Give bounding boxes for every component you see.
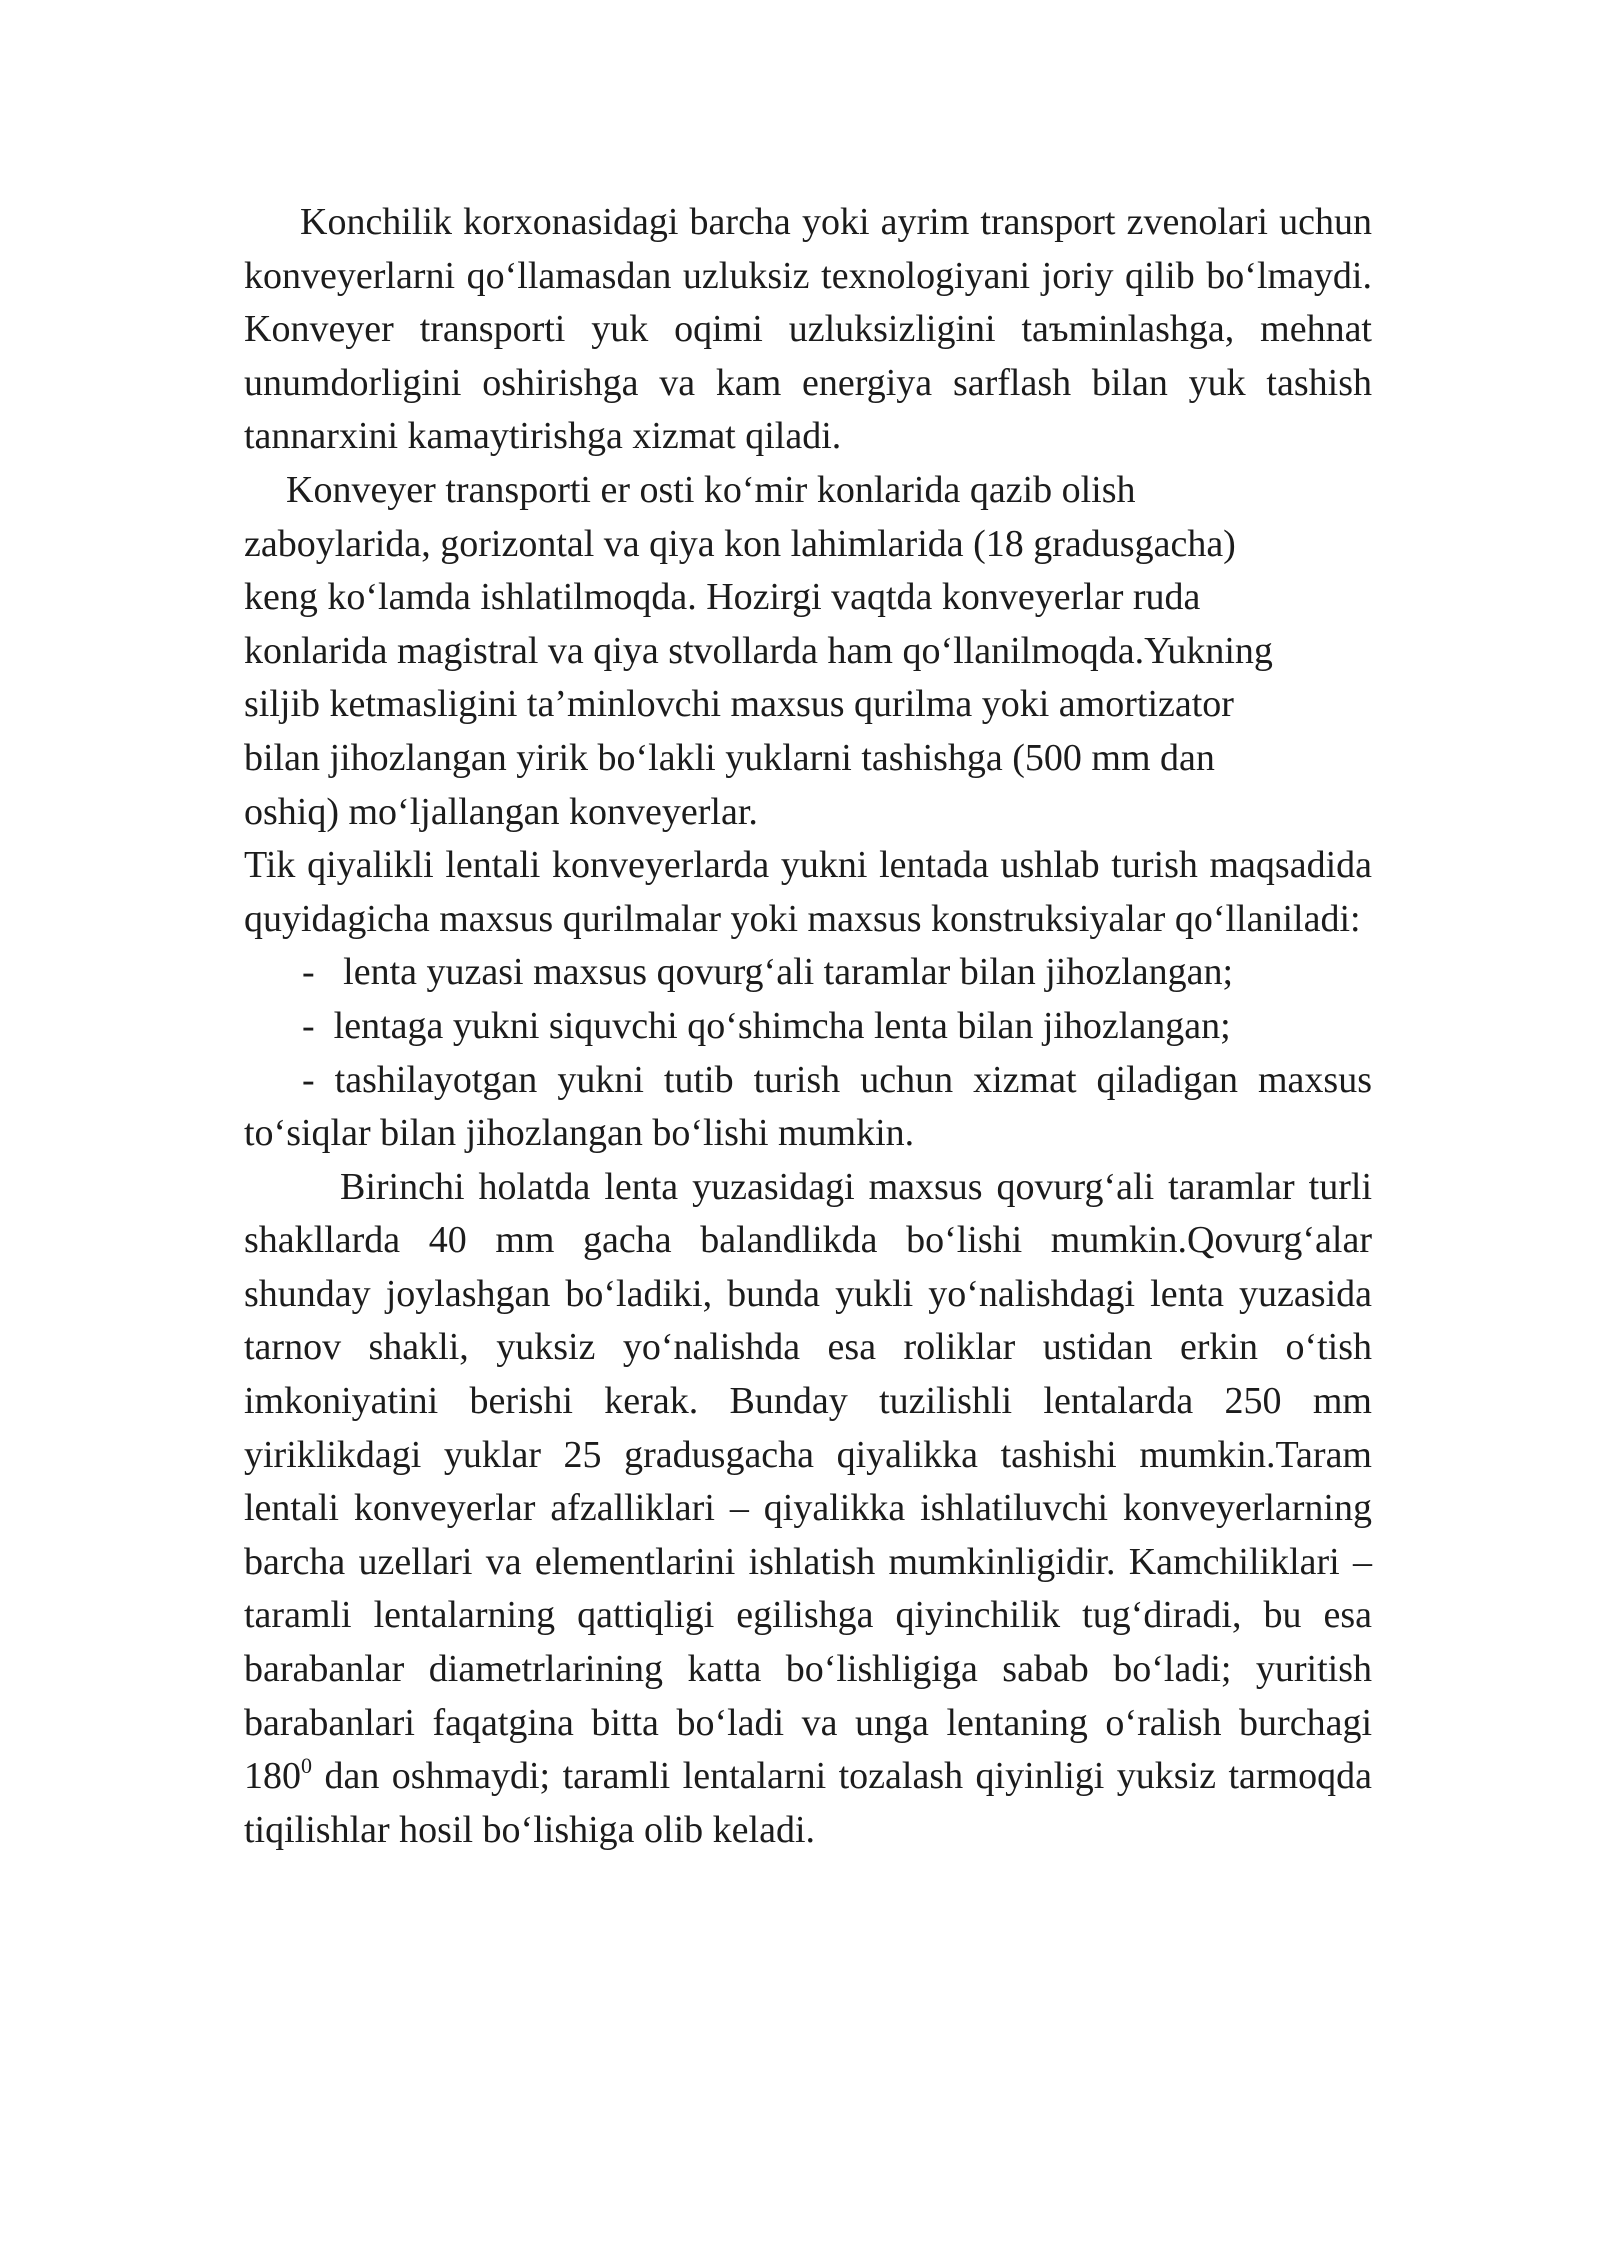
paragraph-1: Konchilik korxonasidagi barcha yoki ayrim transport zvenolari uchun konveyerlarni qo‘llamasdan uzluksiz texnologiyani joriy qilib bo‘lmaydi. Konveyer transporti yuk oqimi uzluksizligini taъminlashga, mehnat unumdorligini oshirishga va kam energiya sarflash bilan yuk tashish tannarxini kamaytirishga xizmat qiladi. — [244, 201, 1372, 458]
paragraph-2-line: zaboylarida, gorizontal va qiya kon lahimlarida (18 gradusgacha) — [244, 522, 1236, 565]
paragraph-2-line: Konveyer transporti er osti ko‘mir konlarida qazib olish — [286, 468, 1136, 511]
paragraph-2-line: oshiq) mo‘ljallangan konveyerlar. — [244, 790, 758, 833]
paragraph-4-text-end: dan oshmaydi; taramli lentalarni tozalash qiyinligi yuksiz tarmoqda tiqilishlar hosil bo‘lishiga olib keladi. — [244, 1755, 1372, 1851]
paragraph-2 — [244, 464, 1372, 839]
list-item: - lentaga yukni siquvchi qo‘shimcha lenta bilan jihozlangan; — [302, 1004, 1231, 1047]
paragraph-2-line: konlarida magistral va qiya stvollarda ham qo‘llanilmoqda.Yukning — [244, 629, 1273, 672]
list-item: - tashilayotgan yukni tutib turish uchun xizmat qiladigan maxsus to‘siqlar bilan jihozlangan bo‘lishi mumkin. — [244, 1058, 1372, 1155]
paragraph-2-line: siljib ketmasligini ta’minlovchi maxsus qurilma yoki amortizator — [244, 683, 1234, 726]
superscript-degree: 0 — [301, 1753, 312, 1779]
paragraph-2-line: bilan jihozlangan yirik bo‘lakli yuklarni tashishga (500 mm dan — [244, 736, 1215, 779]
document-page — [244, 196, 1372, 1857]
paragraph-2-line: keng ko‘lamda ishlatilmoqda. Hozirgi vaqtda konveyerlar ruda — [244, 576, 1201, 619]
paragraph-3: Tik qiyalikli lentali konveyerlarda yukni lentada ushlab turish maqsadida quyidagicha maxsus qurilmalar yoki maxsus konstruksiyalar qo‘llaniladi: — [244, 844, 1372, 940]
paragraph-4-text: Birinchi holatda lenta yuzasidagi maxsus qovurg‘ali taramlar turli shakllarda 40 mm gacha balandlikda bo‘lishi mumkin.Qovurg‘alar shunday joylashgan bo‘ladiki, bunda yukli yo‘nalishdagi lenta yuzasida tarnov shakli, yuksiz yo‘nalishda esa roliklar ustidan erkin o‘tish imkoniyatini berishi kerak. Bunday tuzilishli lentalarda 250 mm yiriklikdagi yuklar 25 gradusgacha qiyalikka tashishi mumkin.Taram lentali konveyerlar afzalliklari – qiyalikka ishlatiluvchi konveyerlarning barcha uzellari va elementlarini ishlatish mumkinligidir. Kamchiliklari – taramli lentalarning qattiqligi egilishga qiyinchilik tug‘diradi, bu esa barabanlar diametrlarining katta bo‘lishligiga sabab bo‘ladi; yuritish barabanlari faqatgina bitta bo‘ladi va unga lentaning o‘ralish burchagi 180 — [244, 1165, 1372, 1798]
list-item: - lenta yuzasi maxsus qovurg‘ali taramlar bilan jihozlangan; — [302, 951, 1234, 994]
paragraph-4 — [244, 1161, 1372, 1858]
